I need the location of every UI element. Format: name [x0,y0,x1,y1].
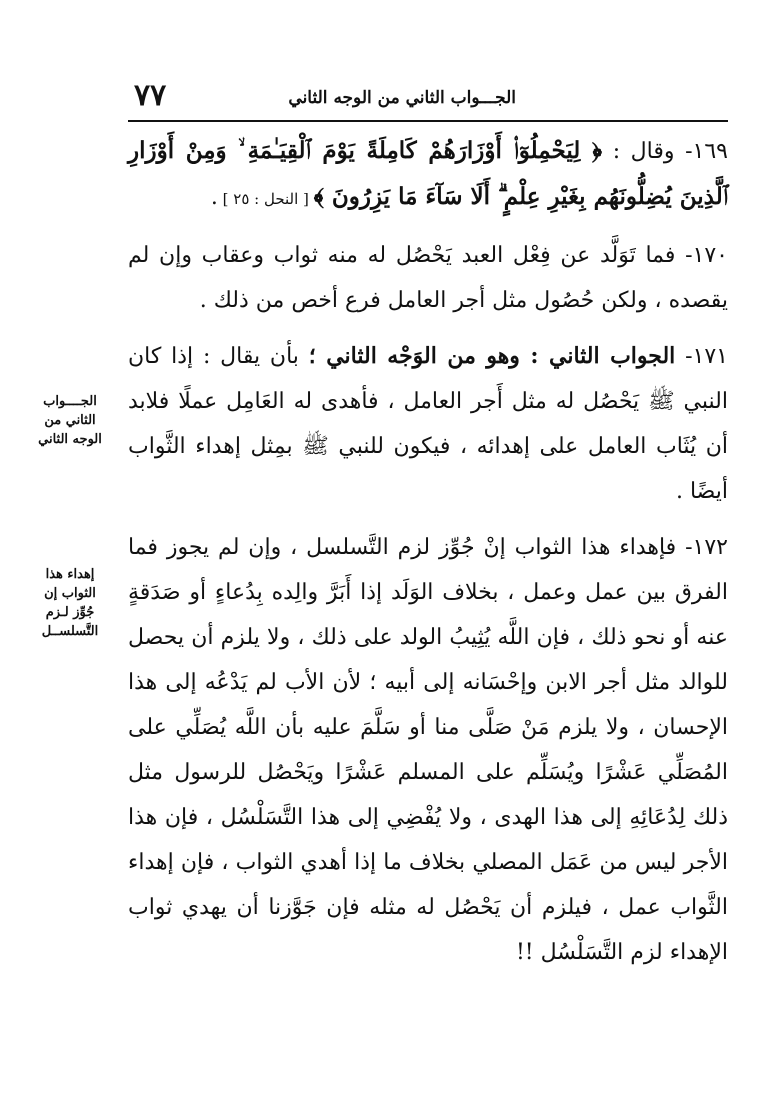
page-header [128,70,728,120]
side-note-line: الثاني من [44,413,96,428]
header-rule [128,120,728,122]
side-note-gifting-reward [20,565,120,641]
paragraph-number: ١٧٢- [676,535,728,560]
side-note-line: إهداء هذا [45,567,95,582]
paragraph-number: ١٦٩- [674,139,728,164]
section-heading: الجواب الثاني : وهو من الوَجْه الثاني ؛ [308,343,676,369]
verse-reference: [ النحل : ٢٥ ] [217,190,314,208]
paragraph-171 [128,334,728,514]
paragraph-text: بأن يقال : إذا كان النبي ﷺ يَحْصُل له مثل أَجر العامل ، فأهدى له العَامِل عملًا فلابد أن يُثَاب العامل على إهدائه ، فيكون للنبي ﷺ بمِثل إهداء الثَّواب أيضًا . [128,344,728,504]
paragraph-number: ١٧١- [675,344,728,369]
side-note-line: جُوِّز لـزم [45,605,95,620]
paragraph-text: فما تَوَلَّد عن فِعْل العبد يَحْصُل له منه ثواب وعقاب وإن لم يقصده ، ولكن حُصُول مثل أجر العامل فرع أخص من ذلك . [128,243,728,313]
side-note-line: الثواب إن [44,586,96,601]
side-note-line: الوجه الثاني [38,432,102,447]
main-text [128,128,728,986]
side-note-second-answer [20,392,120,449]
paragraph-text: فإهداء هذا الثواب إنْ جُوِّز لزم التَّسلسل ، وإن لم يجوز فما الفرق بين عمل وعمل ، بخلاف الوَلَد إذا أَبَرَّ والِده بِدُعاءٍ أو صَدَقةٍ عنه أو نحو ذلك ، فإن اللَّه يُثِيبُ الولد على ذلك ، ولا يلزم أن يحصل للوالد مثل أجر الابن وإحْسَانه إلى أبيه ؛ لأن الأب لم يَدْعُه إلى هذا الإحسان ، ولا يلزم مَنْ صَلَّى منا أو سَلَّمَ عليه بأن اللَّه يُصَلِّي على المُصَلِّي عَشْرًا ويُسَلِّم على المسلم عَشْرًا ويَحْصُل للرسول مثل ذلك لِدُعَائِهِ إلى هذا الهدى ، ولا يُفْضِي إلى هذا التَّسَلْسُل ، فإن هذا الأجر ليس من عَمَل المصلي بخلاف ما إذا أهدي الثواب ، فإن إهداء الثَّواب عمل ، فيلزم أن يَحْصُل له مثله فإن جَوَّزنا أن يهدي ثواب الإهداء لزم التَّسَلْسُل !! [128,535,728,965]
paragraph-number: ١٧٠- [675,243,728,268]
page-number: ٧٧ [134,78,167,113]
paragraph-172 [128,525,728,975]
paragraph-169 [128,128,728,222]
side-note-line: الجــــواب [43,394,97,409]
paragraph-end: . [210,185,218,210]
quran-verse: ﴿ لِيَحْمِلُوٓا۟ أَوْزَارَهُمْ كَامِلَةً يَوْمَ ٱلْقِيَـٰمَةِ ۙ وَمِنْ أَوْزَارِ ٱلَّذِينَ يُضِلُّونَهُم بِغَيْرِ عِلْمٍ ۗ أَلَا سَآءَ مَا يَزِرُونَ ﴾ [128,137,728,210]
paragraph-170 [128,233,728,323]
paragraph-intro: وقال : [602,139,675,164]
running-title: الجـــواب الثاني من الوجه الثاني [288,88,516,108]
side-note-line: التَّسلســل [41,624,99,639]
